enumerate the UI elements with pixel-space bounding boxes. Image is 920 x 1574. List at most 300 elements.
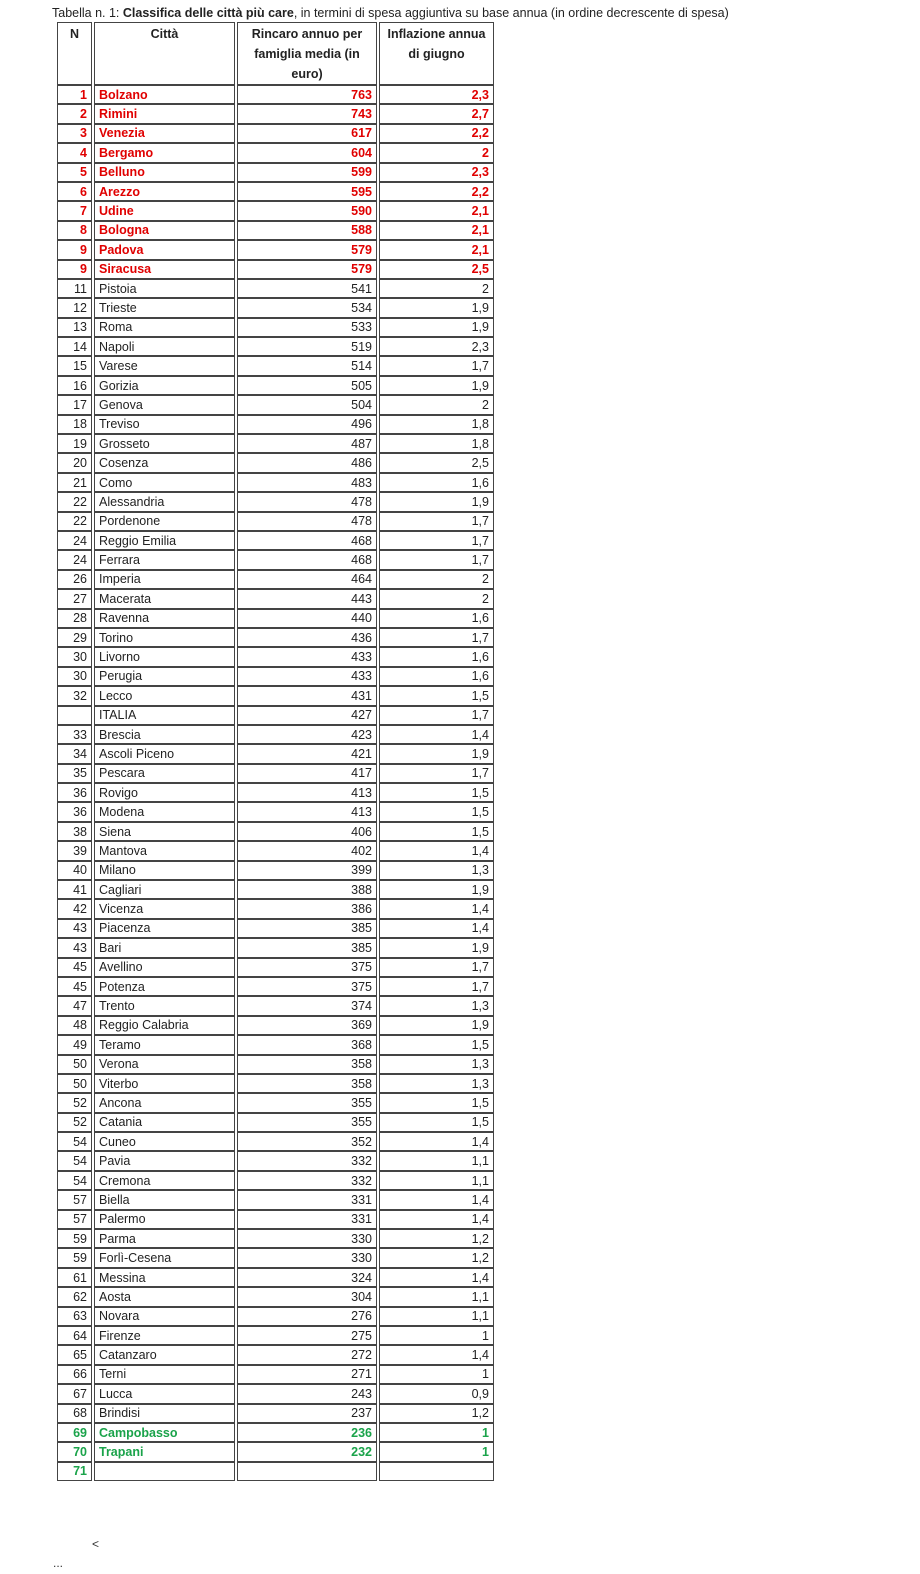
- cell-city: Aosta: [94, 1287, 235, 1306]
- cell-spesa: 541: [237, 279, 377, 298]
- table-row: [57, 298, 494, 317]
- cell-rank: 15: [57, 356, 92, 375]
- cell-city: Verona: [94, 1055, 235, 1074]
- cell-inflazione: 2,7: [379, 104, 494, 123]
- table-row: [57, 240, 494, 259]
- table-row: [57, 415, 494, 434]
- cell-city: Novara: [94, 1307, 235, 1326]
- cell-spesa: 504: [237, 395, 377, 414]
- cell-spesa: 385: [237, 919, 377, 938]
- cell-spesa: 763: [237, 85, 377, 104]
- cell-spesa: 534: [237, 298, 377, 317]
- cell-rank: 32: [57, 686, 92, 705]
- table-row: [57, 104, 494, 123]
- cell-rank: 59: [57, 1248, 92, 1267]
- cell-rank: 8: [57, 221, 92, 240]
- cell-spesa: 505: [237, 376, 377, 395]
- table-row: [57, 977, 494, 996]
- cell-inflazione: 1,5: [379, 1093, 494, 1112]
- cell-spesa: 440: [237, 609, 377, 628]
- table-row: [57, 1035, 494, 1054]
- cell-spesa: 617: [237, 124, 377, 143]
- table-row: [57, 1210, 494, 1229]
- cell-rank: 36: [57, 802, 92, 821]
- cell-rank: 61: [57, 1268, 92, 1287]
- cell-city: Arezzo: [94, 182, 235, 201]
- cell-city: Forlì-Cesena: [94, 1248, 235, 1267]
- cell-rank: 71: [57, 1462, 92, 1481]
- cell-inflazione: 1,6: [379, 647, 494, 666]
- cell-rank: 24: [57, 531, 92, 550]
- cell-rank: 57: [57, 1210, 92, 1229]
- cell-city: Pavia: [94, 1151, 235, 1170]
- cell-city: Bari: [94, 938, 235, 957]
- cell-city: Mantova: [94, 841, 235, 860]
- cell-inflazione: 1: [379, 1442, 494, 1461]
- cell-city: Gorizia: [94, 376, 235, 395]
- table-row: [57, 822, 494, 841]
- cell-spesa: 271: [237, 1365, 377, 1384]
- table-row: [57, 996, 494, 1015]
- table-row: [57, 1423, 494, 1442]
- cell-rank: 17: [57, 395, 92, 414]
- cell-spesa: 355: [237, 1113, 377, 1132]
- cell-city: Trieste: [94, 298, 235, 317]
- table-row: [57, 143, 494, 162]
- cell-rank: 43: [57, 919, 92, 938]
- cell-spesa: 358: [237, 1055, 377, 1074]
- cell-spesa: 478: [237, 512, 377, 531]
- cell-city: Treviso: [94, 415, 235, 434]
- table-row: [57, 899, 494, 918]
- table-row: [57, 861, 494, 880]
- cell-inflazione: 2: [379, 395, 494, 414]
- cell-inflazione: 1,9: [379, 492, 494, 511]
- cell-rank: 62: [57, 1287, 92, 1306]
- cell-spesa: 355: [237, 1093, 377, 1112]
- table-row: [57, 1287, 494, 1306]
- cell-rank: 29: [57, 628, 92, 647]
- table-row: [57, 1113, 494, 1132]
- cell-inflazione: 1,1: [379, 1151, 494, 1170]
- cell-spesa: 375: [237, 958, 377, 977]
- table-row: [57, 201, 494, 220]
- cell-inflazione: 1,1: [379, 1287, 494, 1306]
- cell-inflazione: 1,2: [379, 1404, 494, 1423]
- cell-rank: 28: [57, 609, 92, 628]
- table-row: [57, 1093, 494, 1112]
- cell-rank: 4: [57, 143, 92, 162]
- table-row: [57, 725, 494, 744]
- cell-rank: 7: [57, 201, 92, 220]
- cell-spesa: 386: [237, 899, 377, 918]
- cell-inflazione: 1,4: [379, 1268, 494, 1287]
- table-row: [57, 1268, 494, 1287]
- cell-city: Avellino: [94, 958, 235, 977]
- cell-city: Ravenna: [94, 609, 235, 628]
- cell-spesa: 375: [237, 977, 377, 996]
- cell-inflazione: 1,5: [379, 802, 494, 821]
- cell-city: Venezia: [94, 124, 235, 143]
- cell-spesa: 487: [237, 434, 377, 453]
- cell-rank: 9: [57, 240, 92, 259]
- cell-inflazione: 1: [379, 1326, 494, 1345]
- cell-rank: 65: [57, 1345, 92, 1364]
- cell-rank: 22: [57, 512, 92, 531]
- cell-rank: 22: [57, 492, 92, 511]
- cell-rank: 50: [57, 1074, 92, 1093]
- cell-rank: 42: [57, 899, 92, 918]
- header-n: N: [57, 22, 92, 85]
- cell-spesa: 232: [237, 1442, 377, 1461]
- caption-suffix: , in termini di spesa aggiuntiva su base annua (in ordine decrescente di spesa): [293, 6, 729, 20]
- cell-rank: 21: [57, 473, 92, 492]
- cell-rank: 3: [57, 124, 92, 143]
- table-row: [57, 473, 494, 492]
- cell-city: Pistoia: [94, 279, 235, 298]
- table-row: [57, 124, 494, 143]
- cell-spesa: 237: [237, 1404, 377, 1423]
- table-row: [57, 531, 494, 550]
- cell-rank: 19: [57, 434, 92, 453]
- cell-spesa: 423: [237, 725, 377, 744]
- cell-spesa: 417: [237, 764, 377, 783]
- cell-rank: 69: [57, 1423, 92, 1442]
- cell-city: Ascoli Piceno: [94, 744, 235, 763]
- cell-rank: 47: [57, 996, 92, 1015]
- table-row: [57, 1171, 494, 1190]
- table-row: [57, 337, 494, 356]
- cell-spesa: 275: [237, 1326, 377, 1345]
- cell-inflazione: [379, 1462, 494, 1481]
- cell-inflazione: 2,5: [379, 260, 494, 279]
- cell-rank: 33: [57, 725, 92, 744]
- cell-city: Parma: [94, 1229, 235, 1248]
- cell-rank: 36: [57, 783, 92, 802]
- table-row: [57, 667, 494, 686]
- cell-spesa: 421: [237, 744, 377, 763]
- cell-inflazione: 1,7: [379, 550, 494, 569]
- cell-spesa: 443: [237, 589, 377, 608]
- cell-inflazione: 1,6: [379, 473, 494, 492]
- cell-inflazione: 1,7: [379, 958, 494, 977]
- cell-rank: 59: [57, 1229, 92, 1248]
- table-row: [57, 492, 494, 511]
- cell-spesa: 385: [237, 938, 377, 957]
- table-row: [57, 1055, 494, 1074]
- table-row: [57, 550, 494, 569]
- cell-rank: 1: [57, 85, 92, 104]
- cell-rank: 64: [57, 1326, 92, 1345]
- cell-spesa: 433: [237, 667, 377, 686]
- cell-rank: 27: [57, 589, 92, 608]
- cell-spesa: 368: [237, 1035, 377, 1054]
- cell-city: Cremona: [94, 1171, 235, 1190]
- cell-city: Lecco: [94, 686, 235, 705]
- cell-rank: 12: [57, 298, 92, 317]
- cell-inflazione: 1,4: [379, 1190, 494, 1209]
- table-row: [57, 1345, 494, 1364]
- cell-inflazione: 1,9: [379, 318, 494, 337]
- table-row: [57, 802, 494, 821]
- cell-city: Cagliari: [94, 880, 235, 899]
- cell-inflazione: 1,8: [379, 415, 494, 434]
- cell-spesa: 595: [237, 182, 377, 201]
- ranking-table: [55, 22, 496, 1481]
- cell-rank: 54: [57, 1171, 92, 1190]
- cell-rank: 35: [57, 764, 92, 783]
- cell-city: Belluno: [94, 163, 235, 182]
- cell-inflazione: 2,1: [379, 221, 494, 240]
- caption-prefix: Tabella n. 1:: [52, 6, 123, 20]
- cell-rank: 41: [57, 880, 92, 899]
- cell-inflazione: 1,2: [379, 1229, 494, 1248]
- cell-spesa: 743: [237, 104, 377, 123]
- cell-inflazione: 2: [379, 570, 494, 589]
- table-row: [57, 453, 494, 472]
- cell-spesa: 369: [237, 1016, 377, 1035]
- cell-rank: 63: [57, 1307, 92, 1326]
- cell-inflazione: 2,1: [379, 240, 494, 259]
- cell-city: Ancona: [94, 1093, 235, 1112]
- cell-inflazione: 1,1: [379, 1307, 494, 1326]
- header-inflazione: Inflazione annua di giugno: [379, 22, 494, 85]
- cell-rank: 68: [57, 1404, 92, 1423]
- cell-rank: 2: [57, 104, 92, 123]
- cell-inflazione: 1,9: [379, 880, 494, 899]
- cell-city: Teramo: [94, 1035, 235, 1054]
- cell-spesa: 272: [237, 1345, 377, 1364]
- cell-city: Varese: [94, 356, 235, 375]
- table-row: [57, 376, 494, 395]
- table-row: [57, 958, 494, 977]
- cell-spesa: 496: [237, 415, 377, 434]
- cell-city: Macerata: [94, 589, 235, 608]
- cell-rank: 57: [57, 1190, 92, 1209]
- cell-city: Bolzano: [94, 85, 235, 104]
- cell-inflazione: 1,5: [379, 822, 494, 841]
- cell-inflazione: 1,3: [379, 1074, 494, 1093]
- table-row: [57, 512, 494, 531]
- cell-rank: 45: [57, 958, 92, 977]
- cell-spesa: 590: [237, 201, 377, 220]
- cell-inflazione: 1,1: [379, 1171, 494, 1190]
- cell-city: Cuneo: [94, 1132, 235, 1151]
- cell-inflazione: 1,5: [379, 1035, 494, 1054]
- cell-spesa: 468: [237, 531, 377, 550]
- table-row: [57, 880, 494, 899]
- cell-spesa: 588: [237, 221, 377, 240]
- cell-spesa: 330: [237, 1248, 377, 1267]
- cell-inflazione: 1,7: [379, 512, 494, 531]
- table-row: [57, 1384, 494, 1403]
- table-row: [57, 356, 494, 375]
- cell-inflazione: 1,2: [379, 1248, 494, 1267]
- table-row: [57, 260, 494, 279]
- header-city: Città: [94, 22, 235, 85]
- table-row: [57, 1132, 494, 1151]
- cell-spesa: 304: [237, 1287, 377, 1306]
- cell-city: Brescia: [94, 725, 235, 744]
- cell-rank: 13: [57, 318, 92, 337]
- cell-spesa: 427: [237, 706, 377, 725]
- cell-inflazione: 2,2: [379, 182, 494, 201]
- cell-inflazione: 1,9: [379, 376, 494, 395]
- cell-rank: 5: [57, 163, 92, 182]
- cell-spesa: 236: [237, 1423, 377, 1442]
- cell-city: Torino: [94, 628, 235, 647]
- table-row: [57, 1248, 494, 1267]
- cell-city: Imperia: [94, 570, 235, 589]
- cell-city: Como: [94, 473, 235, 492]
- table-caption: [52, 5, 729, 21]
- cell-rank: 50: [57, 1055, 92, 1074]
- table-row: [57, 163, 494, 182]
- header-spesa: Rincaro annuo per famiglia media (in euro): [237, 22, 377, 85]
- cell-inflazione: 2,2: [379, 124, 494, 143]
- cell-inflazione: 2: [379, 589, 494, 608]
- cell-spesa: 352: [237, 1132, 377, 1151]
- cell-inflazione: 2,5: [379, 453, 494, 472]
- cell-rank: 30: [57, 647, 92, 666]
- cell-inflazione: 1,4: [379, 899, 494, 918]
- cell-city: [94, 1462, 235, 1481]
- cell-spesa: [237, 1462, 377, 1481]
- cell-rank: 40: [57, 861, 92, 880]
- cell-city: Pordenone: [94, 512, 235, 531]
- cell-inflazione: 1,7: [379, 764, 494, 783]
- cell-inflazione: 2,3: [379, 337, 494, 356]
- cell-inflazione: 1,7: [379, 531, 494, 550]
- cell-rank: 9: [57, 260, 92, 279]
- cell-city: Brindisi: [94, 1404, 235, 1423]
- cell-spesa: 374: [237, 996, 377, 1015]
- cell-inflazione: 1,8: [379, 434, 494, 453]
- cell-inflazione: 2,1: [379, 201, 494, 220]
- cell-city: Trento: [94, 996, 235, 1015]
- table-row: [57, 434, 494, 453]
- cell-city: Vicenza: [94, 899, 235, 918]
- cell-rank: 26: [57, 570, 92, 589]
- cell-city: Modena: [94, 802, 235, 821]
- cell-city: Genova: [94, 395, 235, 414]
- cell-spesa: 431: [237, 686, 377, 705]
- cell-rank: 52: [57, 1113, 92, 1132]
- cell-inflazione: 1,5: [379, 1113, 494, 1132]
- table-row: [57, 744, 494, 763]
- cell-inflazione: 1,9: [379, 744, 494, 763]
- table-row: [57, 841, 494, 860]
- cell-inflazione: 2: [379, 279, 494, 298]
- table-row: [57, 706, 494, 725]
- table-row: [57, 764, 494, 783]
- cell-city: Bologna: [94, 221, 235, 240]
- cell-spesa: 330: [237, 1229, 377, 1248]
- cell-inflazione: 2: [379, 143, 494, 162]
- cell-city: Napoli: [94, 337, 235, 356]
- table-row: [57, 1074, 494, 1093]
- cell-inflazione: 1,7: [379, 356, 494, 375]
- table-row: [57, 1307, 494, 1326]
- cell-city: Firenze: [94, 1326, 235, 1345]
- cell-spesa: 358: [237, 1074, 377, 1093]
- cell-inflazione: 1,6: [379, 609, 494, 628]
- cell-rank: 14: [57, 337, 92, 356]
- cell-city: Viterbo: [94, 1074, 235, 1093]
- cell-city: Milano: [94, 861, 235, 880]
- table-row: [57, 589, 494, 608]
- cell-rank: 24: [57, 550, 92, 569]
- table-row: [57, 1462, 494, 1481]
- cell-city: Siena: [94, 822, 235, 841]
- cell-city: Ferrara: [94, 550, 235, 569]
- cell-inflazione: 1,3: [379, 1055, 494, 1074]
- cell-city: Palermo: [94, 1210, 235, 1229]
- cell-city: Roma: [94, 318, 235, 337]
- cell-rank: 34: [57, 744, 92, 763]
- cell-city: Rimini: [94, 104, 235, 123]
- cell-city: Reggio Calabria: [94, 1016, 235, 1035]
- cell-spesa: 533: [237, 318, 377, 337]
- cell-spesa: 514: [237, 356, 377, 375]
- cell-spesa: 413: [237, 783, 377, 802]
- cell-inflazione: 1,7: [379, 977, 494, 996]
- cell-spesa: 579: [237, 240, 377, 259]
- cell-spesa: 579: [237, 260, 377, 279]
- cell-inflazione: 0,9: [379, 1384, 494, 1403]
- cell-spesa: 331: [237, 1210, 377, 1229]
- cell-spesa: 433: [237, 647, 377, 666]
- cell-city: Campobasso: [94, 1423, 235, 1442]
- table-row: [57, 1326, 494, 1345]
- cell-city: Messina: [94, 1268, 235, 1287]
- cell-city: Biella: [94, 1190, 235, 1209]
- cell-rank: 18: [57, 415, 92, 434]
- cell-city: Alessandria: [94, 492, 235, 511]
- cell-inflazione: 1,4: [379, 841, 494, 860]
- cell-spesa: 483: [237, 473, 377, 492]
- cell-city: Siracusa: [94, 260, 235, 279]
- cell-inflazione: 1: [379, 1365, 494, 1384]
- cell-inflazione: 1,7: [379, 706, 494, 725]
- cell-spesa: 486: [237, 453, 377, 472]
- cell-spesa: 604: [237, 143, 377, 162]
- cell-city: Rovigo: [94, 783, 235, 802]
- cell-spesa: 332: [237, 1151, 377, 1170]
- cell-inflazione: 1,5: [379, 686, 494, 705]
- table-row: [57, 279, 494, 298]
- cell-spesa: 406: [237, 822, 377, 841]
- cell-spesa: 388: [237, 880, 377, 899]
- table-row: [57, 570, 494, 589]
- cell-spesa: 464: [237, 570, 377, 589]
- cell-city: Lucca: [94, 1384, 235, 1403]
- cell-rank: 52: [57, 1093, 92, 1112]
- cell-city: Potenza: [94, 977, 235, 996]
- table-row: [57, 395, 494, 414]
- table-header-row: [57, 22, 494, 85]
- cell-rank: 54: [57, 1132, 92, 1151]
- cell-inflazione: 2,3: [379, 163, 494, 182]
- cell-city: Piacenza: [94, 919, 235, 938]
- cell-rank: 66: [57, 1365, 92, 1384]
- cell-rank: 67: [57, 1384, 92, 1403]
- cell-rank: 38: [57, 822, 92, 841]
- table-row: [57, 686, 494, 705]
- cell-rank: 54: [57, 1151, 92, 1170]
- cell-city: Livorno: [94, 647, 235, 666]
- cell-rank: 16: [57, 376, 92, 395]
